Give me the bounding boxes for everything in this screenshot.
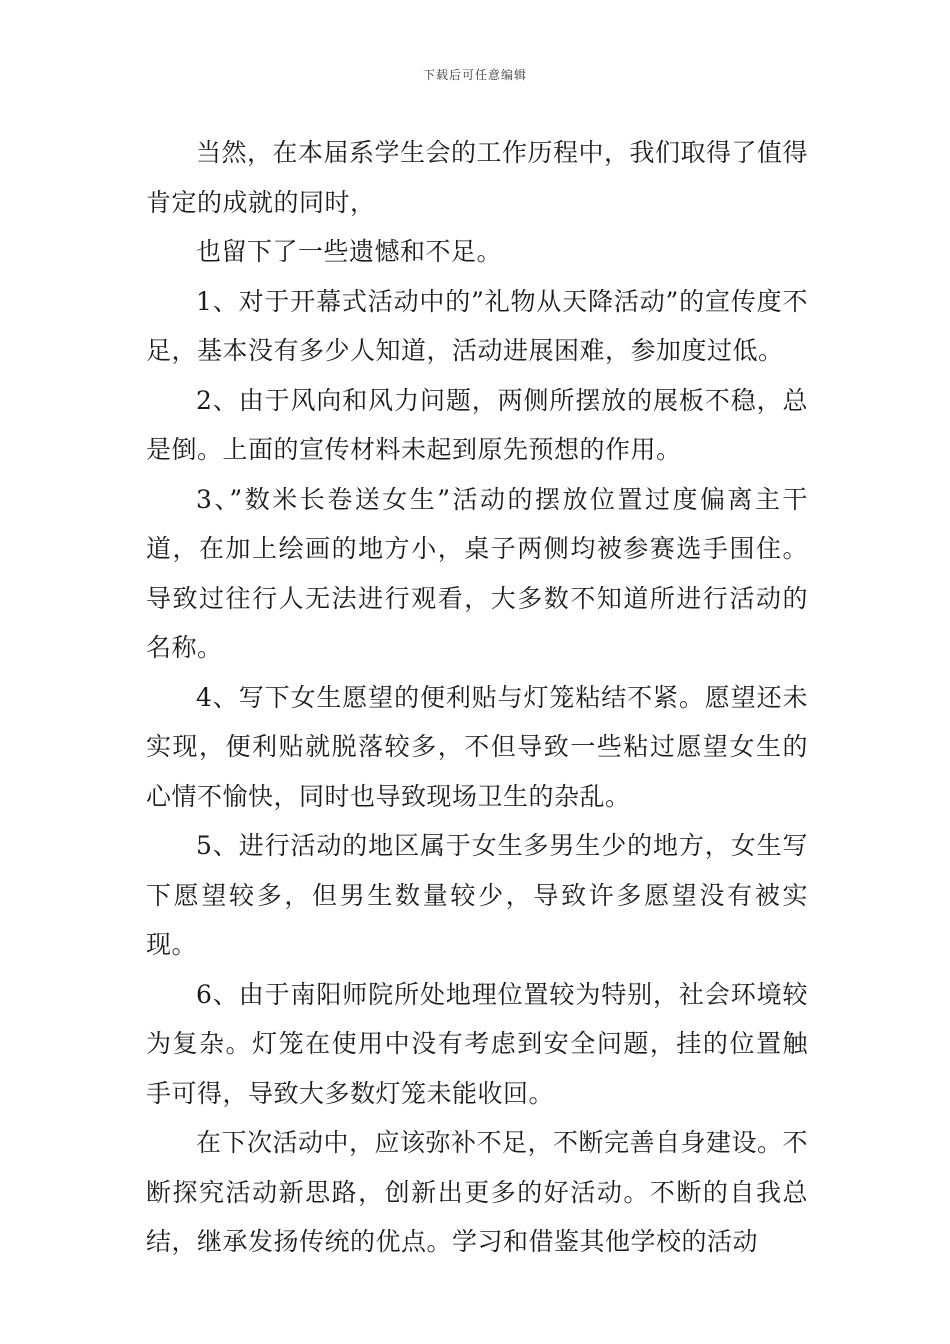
paragraph: 3、”数米长卷送女生”活动的摆放位置过度偏离主干道，在加上绘画的地方小，桌子两侧均被参赛选手围住。导致过往行人无法进行观看，大多数不知道所进行活动的名称。 bbox=[146, 484, 808, 662]
paragraph: 6、由于南阳师院所处地理位置较为特别，社会环境较为复杂。灯笼在使用中没有考虑到安全问题，挂的位置触手可得，导致大多数灯笼未能收回。 bbox=[146, 979, 808, 1108]
paragraph: 2、由于风向和风力问题，两侧所摆放的展板不稳，总是倒。上面的宣传材料未起到原先预想的作用。 bbox=[146, 385, 808, 464]
paragraph: 5、进行活动的地区属于女生多男生少的地方，女生写下愿望较多，但男生数量较少，导致许多愿望没有被实现。 bbox=[146, 831, 808, 959]
paragraph: 在下次活动中，应该弥补不足，不断完善自身建设。不断探究活动新思路，创新出更多的好活动。不断的自我总结，继承发扬传统的优点。学习和借鉴其他学校的活动 bbox=[146, 1128, 809, 1256]
document-body bbox=[146, 128, 808, 1267]
paragraph: 也留下了一些遗憾和不足。 bbox=[196, 237, 503, 266]
paragraph: 当然，在本届系学生会的工作历程中，我们取得了值得肯定的成就的同时， bbox=[146, 138, 809, 217]
paragraph: 4、写下女生愿望的便利贴与灯笼粘结不紧。愿望还未实现，便利贴就脱落较多，不但导致一些粘过愿望女生的心情不愉快，同时也导致现场卫生的杂乱。 bbox=[146, 682, 808, 811]
paragraph: 1、对于开幕式活动中的”礼物从天降活动”的宣传度不足，基本没有多少人知道，活动进展困难，参加度过低。 bbox=[146, 286, 808, 365]
header-note: 下载后可任意编辑 bbox=[422, 68, 527, 82]
